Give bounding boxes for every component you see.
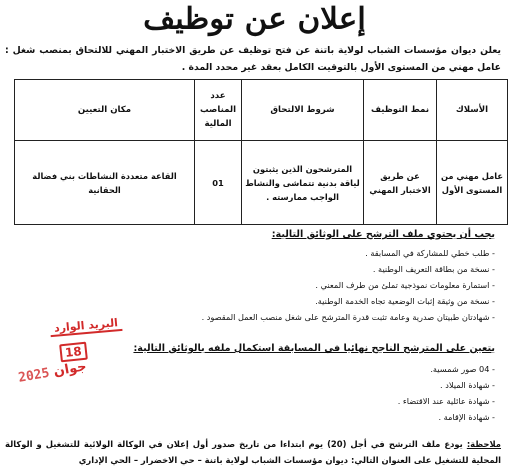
note-paragraph bbox=[5, 436, 501, 468]
intro-paragraph: يعلن ديوان مؤسسات الشباب لولاية باتنة عن فتح توظيف عن طريق الاختبار المهني للالتحاق بمنصب شغل : عامل مهني من المستوى الأول بالتوقيت الكامل بعقد غير محدد المدة . bbox=[5, 45, 501, 73]
list-item: - شهادتان طبيتان صدرية وعامة تثبت قدرة المترشح على شغل منصب العمل المقصود . bbox=[195, 309, 495, 325]
additional-documents-heading: يتعين على المترشح الناجح نهائيا في المسابقة استكمال ملفه بالوثائق التالية: bbox=[133, 343, 495, 354]
stamp-day: 18 bbox=[59, 342, 87, 363]
note-text: يودع ملف الترشح في أجل (20) يوم ابتداءا من تاريخ صدور أول إعلان في الوكالة الولائية للتشغيل و الوكالة المحلية للتشغيل على العنوان التالي: ديوان مؤسسات الشباب لولاية باتنة – حي الاخضرار – الحي الإداري bbox=[5, 439, 501, 465]
header-positions: عدد المناصب المالية bbox=[195, 80, 242, 141]
required-documents-heading: يجب أن يحتوي ملف الترشح على الوثائق التالية: bbox=[271, 229, 495, 240]
cell-location: القاعة متعددة النشاطات بني فضالة الحقانية bbox=[15, 141, 195, 225]
job-table bbox=[14, 79, 508, 225]
table-header-row bbox=[15, 80, 508, 141]
cell-mode: عن طريق الاختبار المهني bbox=[364, 141, 437, 225]
list-item: - طلب خطي للمشاركة في المسابقة . bbox=[195, 245, 495, 261]
list-item: - نسخة من وثيقة إثبات الوضعية تجاه الخدمة الوطنية. bbox=[195, 293, 495, 309]
cell-rank: عامل مهني من المستوى الأول bbox=[437, 141, 508, 225]
stamp-date bbox=[17, 359, 87, 386]
list-item: - شهادة عائلية عند الاقتضاء . bbox=[195, 393, 495, 409]
list-item: - نسخة من بطاقة التعريف الوطنية . bbox=[195, 261, 495, 277]
header-rank: الأسلاك bbox=[437, 80, 508, 141]
stamp-month: جوان bbox=[52, 359, 88, 380]
stamp-year: 2025 bbox=[17, 365, 51, 386]
page-title: إعلان عن توظيف bbox=[143, 1, 366, 37]
additional-documents-list bbox=[195, 361, 495, 425]
required-documents-list bbox=[195, 245, 495, 325]
header-location: مكان التعيين bbox=[15, 80, 195, 141]
stamp-title: البريد الوارد bbox=[49, 316, 122, 337]
list-item: - شهادة الإقامة . bbox=[195, 409, 495, 425]
table-row bbox=[15, 141, 508, 225]
list-item: - شهادة الميلاد . bbox=[195, 377, 495, 393]
header-mode: نمط التوظيف bbox=[364, 80, 437, 141]
note-label: ملاحظة: bbox=[466, 439, 501, 449]
cell-conditions: المترشحون الذين يثبتون لياقة بدنية تتماشى والنشاط الواجب ممارسته . bbox=[242, 141, 364, 225]
cell-positions: 01 bbox=[195, 141, 242, 225]
list-item: - استمارة معلومات نموذجية تملئ من طرف المعني . bbox=[195, 277, 495, 293]
header-conditions: شروط الالتحاق bbox=[242, 80, 364, 141]
incoming-mail-stamp bbox=[4, 317, 144, 399]
list-item: - 04 صور شمسية. bbox=[195, 361, 495, 377]
